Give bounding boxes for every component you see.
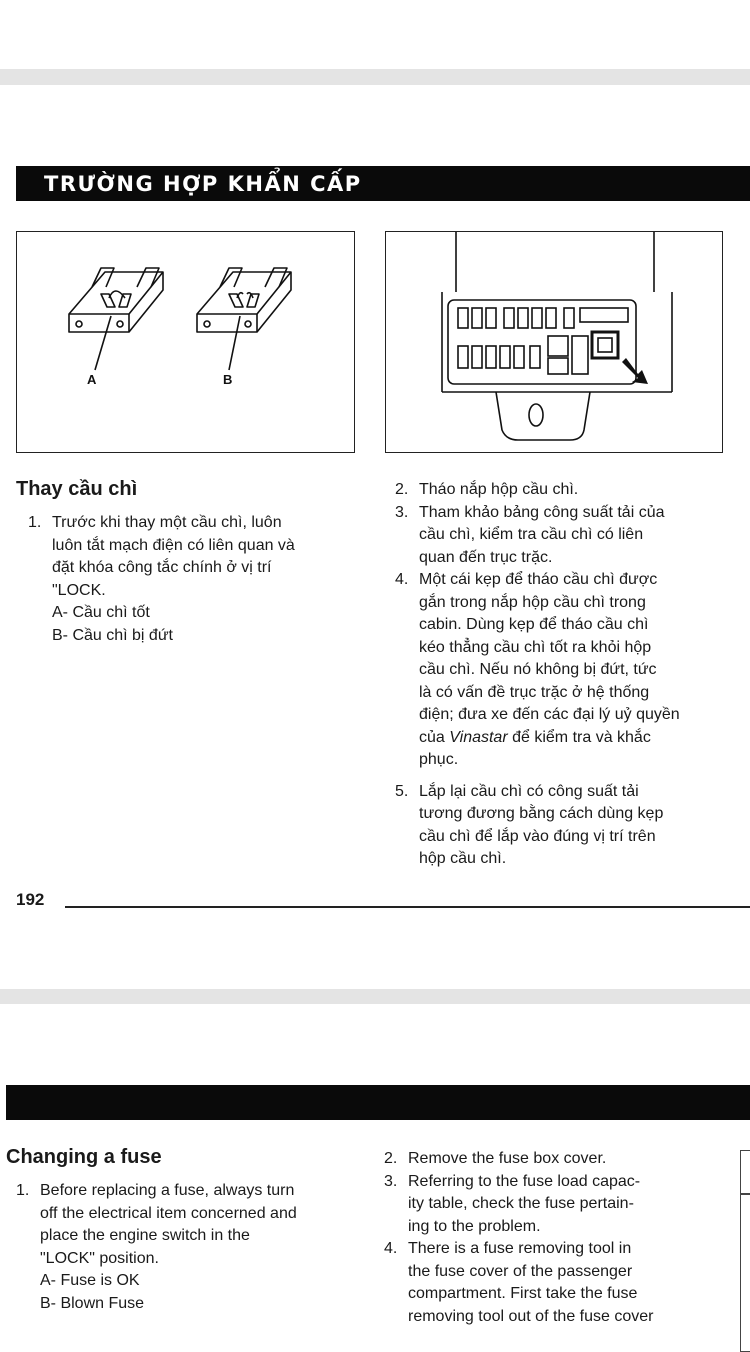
en-step-2: 2. Remove the fuse box cover.: [384, 1150, 607, 1167]
section-banner: [16, 166, 750, 201]
en-left-column: [16, 1180, 342, 1315]
footer-rule: [65, 906, 750, 908]
lower-fuse-row-icon: [458, 336, 588, 374]
vi-step-4: 4. Một cái kẹp để tháo cầu chì được gắn trong nắp hộp cầu chì trong cabin. Dùng kẹp để tháo cầu chì kéo thẳng cầu chì tốt ra khỏi hộp cầu chì. Nếu nó không bị đứt, tức là có vấn đề trục trặc ở hệ thống điện; đưa xe đến các đại lý uỷ quyền của Vinastar để kiểm tra và khắc phục.: [395, 571, 680, 768]
page-number: 192: [16, 890, 45, 909]
en-caption-a: A- Fuse is OK: [40, 1272, 140, 1289]
vi-right-column: [395, 479, 723, 871]
vi-caption-b: B- Cầu chì bị đứt: [52, 626, 173, 644]
vi-left-column: [28, 512, 356, 647]
vi-step-1: 1. Trước khi thay một cầu chì, luôn luôn tắt mạch điện có liên quan và đặt khóa công tắc chính ở vị trí "LOCK.: [28, 514, 295, 599]
en-step-4: 4. There is a fuse removing tool in the fuse cover of the passenger compartment. First take the fuse removing tool out of the fuse cover: [384, 1240, 654, 1325]
section-heading-en: Changing a fuse: [6, 1146, 162, 1168]
fuse-illustration: [17, 232, 354, 452]
page-separator-bottom: [0, 989, 750, 1004]
section-heading: Thay cầu chì: [16, 478, 138, 500]
upper-fuse-row-icon: [458, 308, 628, 328]
fuse-box-illustration: [386, 232, 722, 452]
table-fragment-row-divider: [741, 1193, 750, 1195]
fuse-b-label: B: [223, 372, 233, 387]
arrow-pointer-icon: [622, 358, 648, 384]
fuse-box-figure: [385, 231, 723, 453]
en-step-1: 1. Before replacing a fuse, always turn off the electrical item concerned and place the engine switch in the "LOCK" position.: [16, 1182, 297, 1267]
en-caption-b: B- Blown Fuse: [40, 1294, 145, 1312]
fuse-comparison-figure: [16, 231, 355, 453]
section-banner-en: [6, 1085, 750, 1120]
en-right-column: [384, 1148, 702, 1328]
brand-name: Vinastar: [449, 728, 508, 746]
blown-fuse-icon: [197, 268, 291, 370]
fuse-a-label: A: [87, 372, 97, 387]
page-separator-top: [0, 69, 750, 85]
vi-step-2: 2. Tháo nắp hộp cầu chì.: [395, 481, 579, 498]
fuse-removal-tool-icon: [592, 332, 618, 358]
vi-step-3: 3. Tham khảo bảng công suất tải của cầu chì, kiểm tra cầu chì có liên quan đến trục trặc.: [395, 503, 665, 566]
en-step-3: 3. Referring to the fuse load capac- ity table, check the fuse pertain- ing to the problem.: [384, 1172, 641, 1235]
section-banner-title: TRƯỜNG HỢP KHẨN CẤP: [44, 172, 362, 196]
vi-caption-a: A- Cầu chì tốt: [52, 604, 150, 621]
vi-step-5: 5. Lắp lại cầu chì có công suất tải tương đương bằng cách dùng kẹp cầu chì để lắp vào đúng vị trí trên hộp cầu chì.: [395, 782, 664, 867]
table-fragment: [740, 1150, 750, 1352]
good-fuse-icon: [69, 268, 163, 370]
